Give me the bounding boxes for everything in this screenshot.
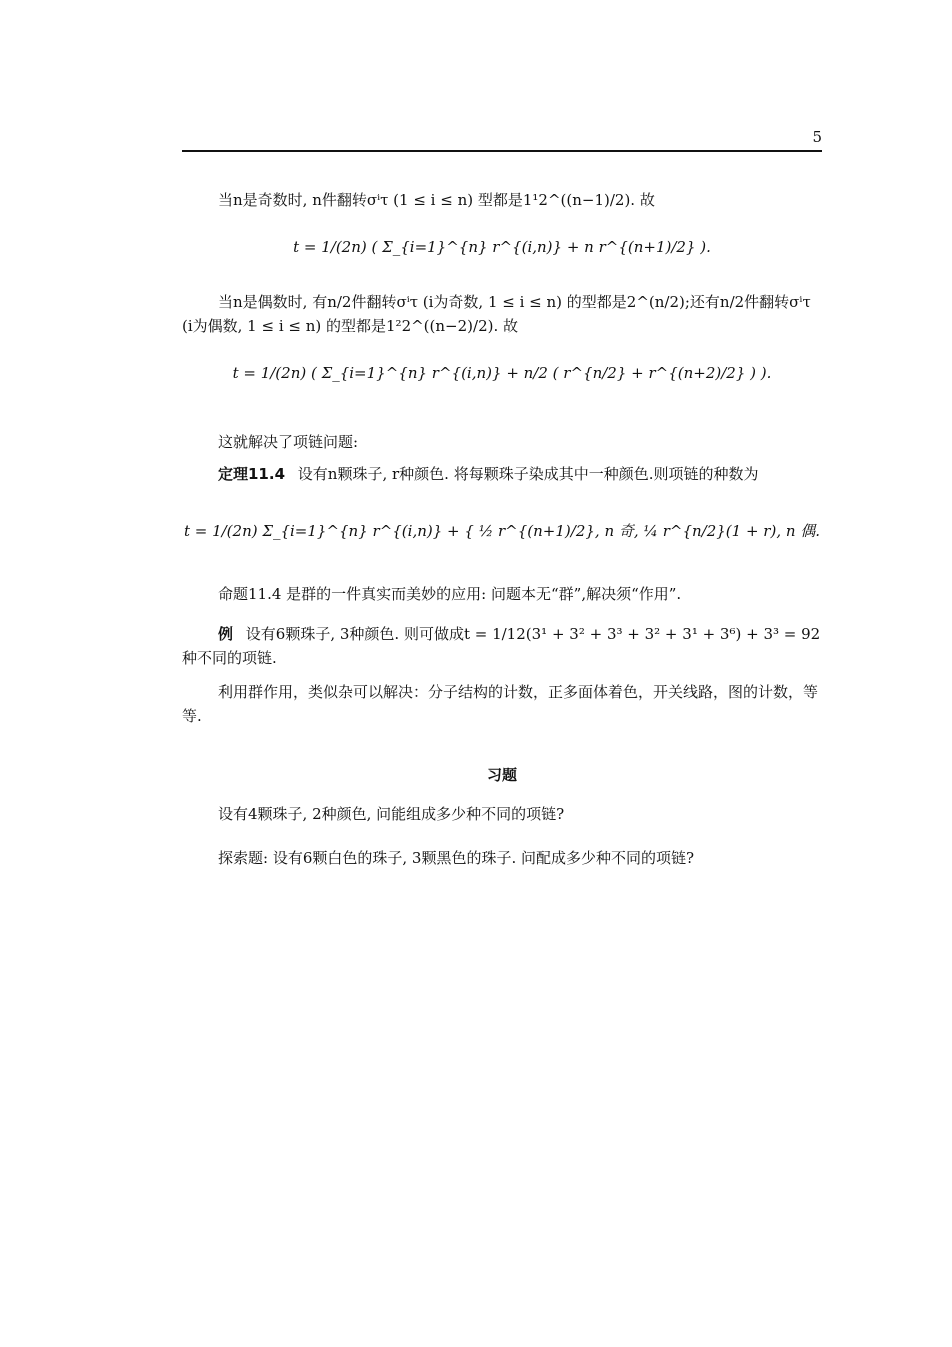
paragraph-proposition: 命题11.4 是群的一件真实而美妙的应用: 问题本无“群”,解决须“作用”.	[218, 585, 682, 603]
exercise-item: 探索题: 设有6颗白色的珠子, 3颗黑色的珠子. 问配成多少种不同的项链?	[218, 849, 695, 867]
exercise-item: 设有4颗珠子, 2种颜色, 问能组成多少种不同的项链?	[218, 805, 565, 823]
equation-even: t = 1/(2n) ( Σ_{i=1}^{n} r^{(i,n)} + n/2 ( r^{n/2} + r^{(n+2)/2} ) ).	[232, 364, 772, 382]
paragraph-odd-case: 当n是奇数时, n件翻转σⁱτ (1 ≤ i ≤ n) 型都是1¹2^((n−1)/2). 故	[218, 191, 655, 209]
page-number: 5	[812, 128, 822, 146]
example-block	[182, 622, 822, 670]
paragraph-solved: 这就解决了项链问题:	[218, 433, 359, 451]
equation-theorem: t = 1/(2n) Σ_{i=1}^{n} r^{(i,n)} + { ½ r^{(n+1)/2}, n 奇, ¼ r^{n/2}(1 + r), n 偶.	[183, 522, 821, 540]
paragraph-applications: 利用群作用，类似杂可以解决：分子结构的计数，正多面体着色，开关线路，图的计数，等等.	[182, 683, 819, 725]
example-label: 例	[218, 625, 234, 643]
exercises-title: 习题	[486, 766, 517, 784]
example-text: 设有6颗珠子, 3种颜色. 则可做成t = 1/12(3¹ + 3² + 3³ + 3² + 3¹ + 3⁶) + 3³ = 92 种不同的项链.	[182, 625, 821, 667]
equation-odd: t = 1/(2n) ( Σ_{i=1}^{n} r^{(i,n)} + n r^{(n+1)/2} ).	[293, 238, 711, 256]
header-rule	[182, 150, 822, 152]
theorem-label: 定理11.4	[218, 465, 286, 483]
theorem-text: 设有n颗珠子, r种颜色. 将每颗珠子染成其中一种颜色.则项链的种数为	[297, 465, 759, 483]
paragraph-even-case: 当n是偶数时, 有n/2件翻转σⁱτ (i为奇数, 1 ≤ i ≤ n) 的型都是2^(n/2);还有n/2件翻转σⁱτ (i为偶数, 1 ≤ i ≤ n) 的型都是1²2^((n−2)/2). 故	[182, 293, 811, 335]
theorem-block	[182, 462, 822, 486]
